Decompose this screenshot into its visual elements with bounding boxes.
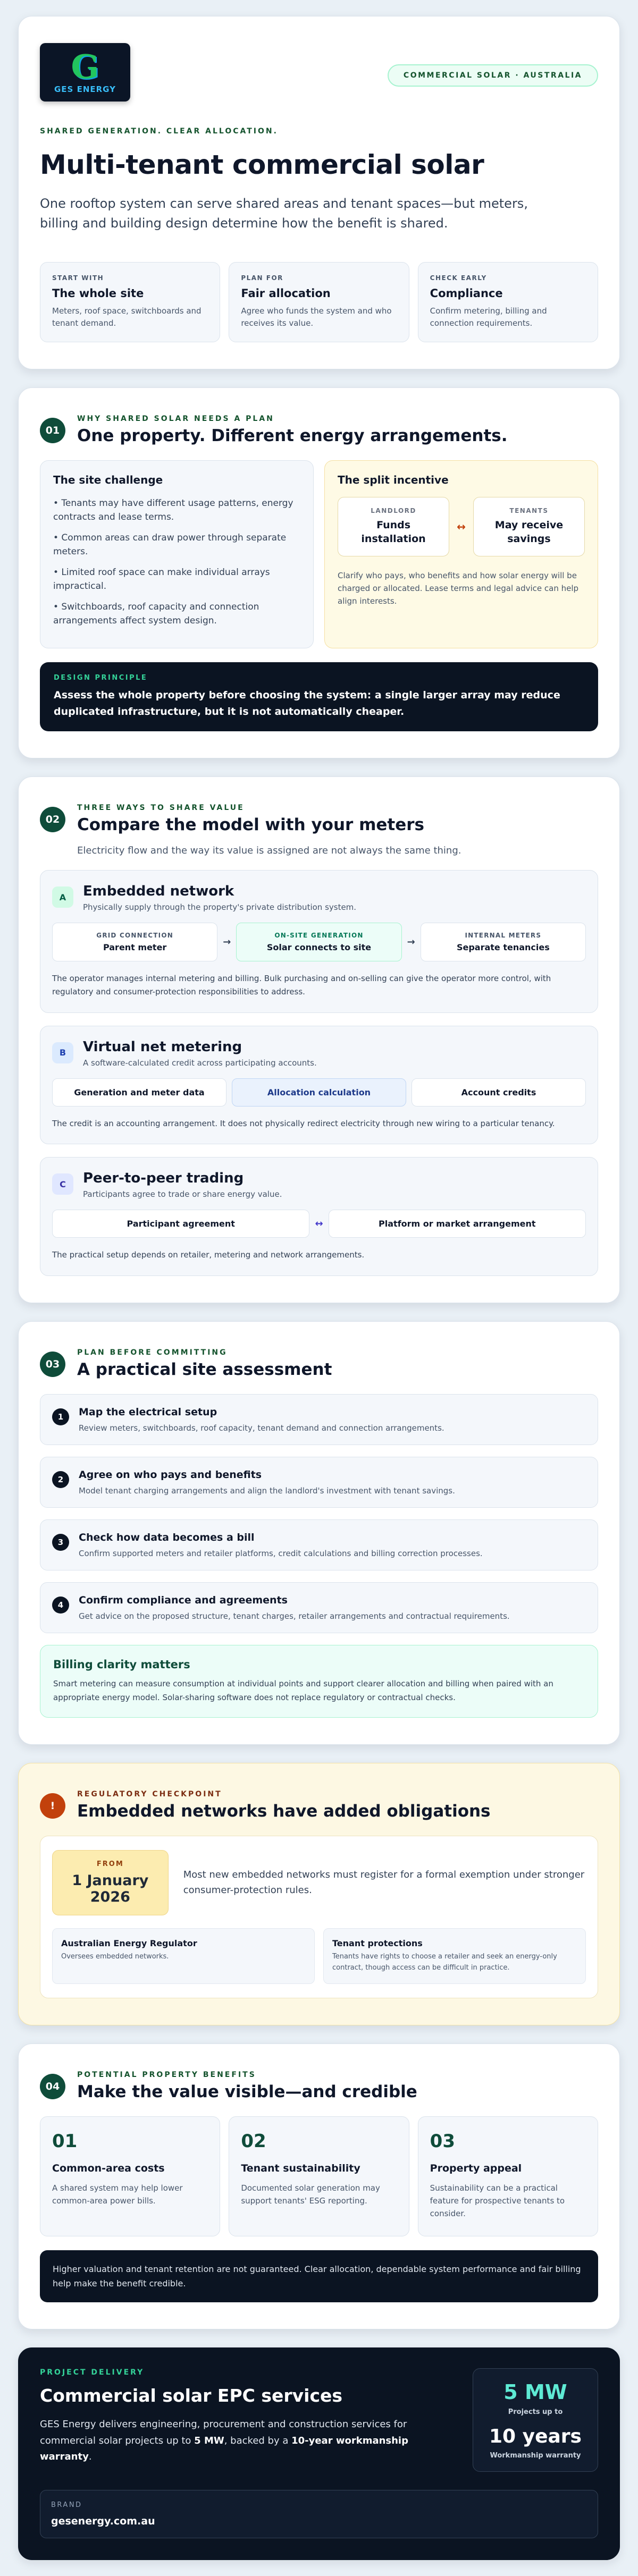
flow-box-agreement: [52, 1210, 309, 1238]
hero-lead: One rooftop system can serve shared areas and tenant spaces—but meters, billing and building design determine how the benefit is shared.: [40, 196, 528, 231]
step-number: 1: [52, 1408, 69, 1425]
flow-value: Platform or market arrangement: [379, 1219, 536, 1229]
flow-label: GRID CONNECTION: [96, 932, 173, 940]
section-title: Embedded networks have added obligations: [77, 1802, 491, 1821]
step-text: Review meters, switchboards, roof capacity, tenant demand and connection arrangements.: [79, 1423, 444, 1433]
flow-box-generation: [236, 923, 401, 961]
logo-wordmark: GES ENERGY: [54, 85, 116, 94]
section-number: 03: [40, 1352, 65, 1377]
benefit-number: 01: [52, 2130, 78, 2152]
note-label: DESIGN PRINCIPLE: [54, 674, 148, 682]
effective-date-box: [52, 1850, 169, 1915]
regulator-cell: [52, 1928, 315, 1984]
epc-eyebrow: PROJECT DELIVERY: [40, 2368, 145, 2377]
step-text: Model tenant charging arrangements and align the landlord's investment with tenant savings.: [79, 1486, 455, 1496]
note-text: Assess the whole property before choosing the system: a single larger array may reduce duplicated infrastructure, but it is not automatically cheaper.: [54, 689, 560, 717]
note-text: Smart metering can measure consumption at individual points and support clearer allocation and billing when paired with an appropriate energy model. Solar-sharing software does not replace regulatory or contractual checks.: [53, 1679, 553, 1702]
step-text: Get advice on the proposed structure, tenant charges, retailer arrangements and contractual requirements.: [79, 1611, 510, 1621]
design-principle-note: [40, 662, 598, 731]
tile-kicker: PLAN FOR: [241, 274, 283, 282]
section-title: One property. Different energy arrangements.: [77, 426, 508, 446]
tenants-box: [473, 497, 585, 556]
step-title: Check how data becomes a bill: [79, 1532, 255, 1544]
swap-arrow-icon: ↔: [315, 1218, 323, 1230]
stat-label: Workmanship warranty: [490, 2452, 581, 2460]
tenants-label: TENANTS: [509, 507, 549, 515]
hero-tile-whole-site: [40, 262, 220, 342]
step-title: Confirm compliance and agreements: [79, 1594, 288, 1607]
landlord-label: LANDLORD: [371, 507, 416, 515]
section-title: A practical site assessment: [77, 1360, 332, 1380]
step-number: 2: [52, 1471, 69, 1488]
section-four-card: [18, 2043, 620, 2329]
hero-tile-compliance: [418, 262, 598, 342]
benefit-disclaimer: Higher valuation and tenant retention are not guaranteed. Clear allocation, dependable system performance and fair billing help make the benefit credible.: [40, 2250, 598, 2302]
flow-value: Allocation calculation: [267, 1087, 371, 1097]
flow-label: INTERNAL METERS: [465, 932, 542, 940]
model-title: Virtual net metering: [83, 1038, 242, 1055]
model-title: Peer-to-peer trading: [83, 1170, 244, 1187]
panel-heading: The site challenge: [53, 474, 163, 487]
flow-value: Parent meter: [103, 942, 167, 953]
epc-text: [40, 2417, 444, 2465]
epc-text-part: .: [88, 2451, 92, 2463]
benefit-text: Documented solar generation may support tenants' ESG reporting.: [241, 2183, 380, 2206]
date-value: 1 January 2026: [72, 1872, 149, 1906]
epc-text-part: GES Energy delivers engineering, procurement and construction services for commercial solar projects up to: [40, 2419, 407, 2446]
landlord-box: [338, 497, 449, 556]
section-eyebrow: PLAN BEFORE COMMITTING: [77, 1348, 228, 1357]
bullet-item: • Tenants may have different usage patterns, energy contracts and lease terms.: [53, 498, 293, 522]
panel-heading: The split incentive: [338, 474, 449, 487]
company-logo: [40, 43, 130, 102]
benefit-text: Sustainability can be a practical feature for prospective tenants to consider.: [430, 2183, 565, 2218]
model-badge: A: [52, 886, 73, 908]
model-peer-to-peer: [40, 1157, 598, 1276]
step-title: Map the electrical setup: [79, 1406, 217, 1418]
section-two-card: [18, 776, 620, 1303]
benefit-tile: [229, 2116, 409, 2236]
cell-text: Oversees embedded networks.: [61, 1953, 169, 1961]
bullet-item: • Common areas can draw power through separate meters.: [53, 533, 287, 557]
flow-box-platform: [329, 1210, 586, 1238]
regulatory-panel: [40, 1836, 598, 1998]
flow-box-meter-data: [52, 1078, 226, 1107]
model-virtual-net-metering: [40, 1026, 598, 1145]
regulatory-card: [18, 1763, 620, 2025]
assessment-step: [40, 1582, 598, 1633]
section-title: Compare the model with your meters: [77, 815, 425, 835]
tenant-protections-cell: [323, 1928, 586, 1984]
stat-warranty: 10 years: [489, 2426, 582, 2448]
swap-arrow-icon: ↔: [457, 520, 466, 534]
model-badge: B: [52, 1042, 73, 1063]
section-title: Make the value visible—and credible: [77, 2082, 417, 2101]
model-text: The operator manages internal metering and billing. Bulk purchasing and on-selling can give the operator more control, with regulatory and consumer-protection responsibilities to address.: [52, 974, 551, 996]
brand-website: gesenergy.com.au: [51, 2515, 155, 2528]
tile-kicker: CHECK EARLY: [430, 274, 487, 282]
section-number: 01: [40, 418, 65, 443]
tile-text: Confirm metering, billing and connection requirements.: [430, 306, 547, 328]
step-number: 3: [52, 1534, 69, 1551]
flow-value: Solar connects to site: [266, 942, 372, 953]
cell-heading: Tenant protections: [332, 1938, 423, 1949]
epc-stats-box: [473, 2368, 598, 2472]
note-title: Billing clarity matters: [53, 1658, 190, 1671]
tile-heading: Fair allocation: [241, 287, 331, 300]
assessment-step: [40, 1519, 598, 1570]
incentive-text: Clarify who pays, who benefits and how solar energy will be charged or allocated. Lease terms and legal advice can help align interests.: [338, 570, 579, 606]
flow-value: Generation and meter data: [74, 1087, 205, 1097]
stat-label: Projects up to: [508, 2408, 563, 2417]
section-number: 02: [40, 807, 65, 832]
benefit-number: 02: [241, 2130, 266, 2152]
model-badge: C: [52, 1173, 73, 1195]
date-label: FROM: [96, 1860, 124, 1869]
flow-value: Separate tenancies: [456, 942, 550, 953]
bullet-item: • Limited roof space can make individual arrays impractical.: [53, 567, 270, 592]
model-text: The credit is an accounting arrangement. It does not physically redirect electricity through new wiring to a particular tenancy.: [52, 1118, 555, 1128]
split-incentive-panel: [324, 460, 598, 648]
benefit-number: 03: [430, 2130, 455, 2152]
section-one-card: [18, 387, 620, 758]
cell-text: Tenants have rights to choose a retailer and seek an energy-only contract, though access can be difficult in practice.: [332, 1953, 557, 1972]
epc-text-part: , backed by a: [224, 2435, 292, 2446]
epc-text-bold: 10-year workmanship warranty: [40, 2435, 408, 2463]
warning-icon: !: [40, 1793, 65, 1819]
page-title: Multi-tenant commercial solar: [40, 149, 484, 180]
section-eyebrow: REGULATORY CHECKPOINT: [77, 1790, 222, 1799]
tenants-value: May receive savings: [494, 519, 564, 545]
region-pill: COMMERCIAL SOLAR · AUSTRALIA: [388, 64, 598, 87]
flow-box-grid: [52, 923, 217, 961]
tile-heading: Compliance: [430, 287, 503, 300]
section-three-card: [18, 1321, 620, 1745]
model-text: The practical setup depends on retailer, metering and network arrangements.: [52, 1250, 365, 1260]
benefit-tile: [40, 2116, 220, 2236]
section-subtitle: Electricity flow and the way its value is assigned are not always the same thing.: [77, 845, 461, 857]
site-challenge-panel: [40, 460, 314, 648]
benefit-heading: Property appeal: [430, 2162, 522, 2174]
stat-capacity: 5 MW: [503, 2380, 567, 2404]
assessment-step: [40, 1394, 598, 1445]
section-eyebrow: THREE WAYS TO SHARE VALUE: [77, 804, 245, 813]
model-subtitle: Physically supply through the property's private distribution system.: [83, 902, 357, 913]
landlord-value: Funds installation: [361, 519, 426, 545]
model-embedded-network: [40, 870, 598, 1013]
epc-text-bold: 5 MW: [194, 2435, 224, 2446]
model-subtitle: Participants agree to trade or share energy value.: [83, 1189, 282, 1200]
section-eyebrow: POTENTIAL PROPERTY BENEFITS: [77, 2070, 256, 2079]
tile-heading: The whole site: [52, 287, 144, 300]
arrow-right-icon: →: [223, 936, 231, 948]
flow-value: Participant agreement: [127, 1219, 235, 1229]
regulatory-text: Most new embedded networks must register for a formal exemption under stronger consumer-protection rules.: [183, 1869, 585, 1896]
benefit-tile: [418, 2116, 598, 2236]
flow-box-internal-meters: [421, 923, 586, 961]
logo-mark: G: [71, 47, 99, 86]
benefit-heading: Common-area costs: [52, 2162, 165, 2174]
billing-clarity-note: [40, 1645, 598, 1718]
section-number: 04: [40, 2074, 65, 2099]
tile-kicker: START WITH: [52, 274, 104, 282]
flow-value: Account credits: [461, 1087, 536, 1097]
assessment-step: [40, 1457, 598, 1508]
epc-title: Commercial solar EPC services: [40, 2385, 343, 2406]
step-number: 4: [52, 1597, 69, 1614]
section-eyebrow: WHY SHARED SOLAR NEEDS A PLAN: [77, 415, 274, 424]
model-title: Embedded network: [83, 883, 234, 900]
tile-text: Meters, roof space, switchboards and tenant demand.: [52, 306, 202, 328]
hero-tile-fair-allocation: [229, 262, 409, 342]
model-subtitle: A software-calculated credit across participating accounts.: [83, 1058, 317, 1068]
tile-text: Agree who funds the system and who receives its value.: [241, 306, 392, 328]
flow-box-credits: [412, 1078, 586, 1107]
flow-box-allocation: [232, 1078, 406, 1107]
flow-label: ON-SITE GENERATION: [274, 932, 364, 940]
step-text: Confirm supported meters and retailer platforms, credit calculations and billing correction processes.: [79, 1549, 483, 1559]
bullet-item: • Switchboards, roof capacity and connection arrangements affect system design.: [53, 602, 259, 626]
cell-heading: Australian Energy Regulator: [61, 1938, 197, 1949]
step-title: Agree on who pays and benefits: [79, 1469, 262, 1481]
hero-eyebrow: SHARED GENERATION. CLEAR ALLOCATION.: [40, 127, 278, 136]
brand-box: [40, 2490, 598, 2538]
brand-label: BRAND: [51, 2501, 82, 2510]
epc-card: [18, 2347, 620, 2560]
benefit-heading: Tenant sustainability: [241, 2162, 360, 2174]
benefit-text: A shared system may help lower common-area power bills.: [52, 2183, 183, 2206]
arrow-right-icon: →: [407, 936, 415, 948]
hero-card: [18, 16, 620, 369]
